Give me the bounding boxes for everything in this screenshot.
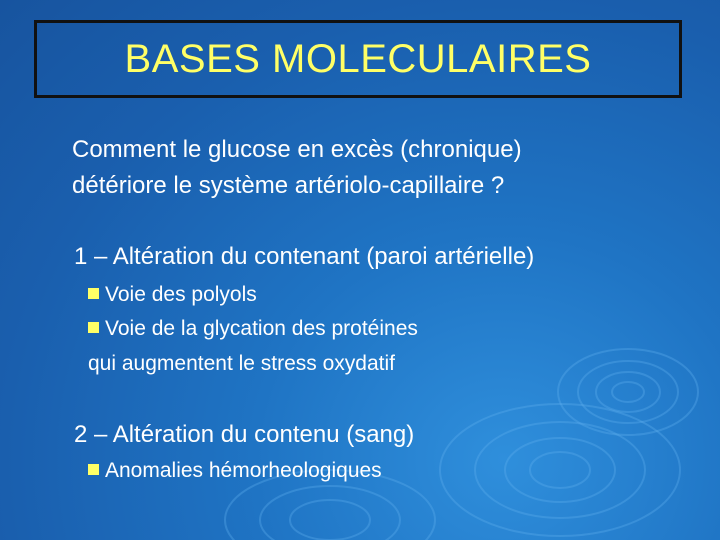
slide-title: BASES MOLECULAIRES [124, 36, 592, 81]
bullet-text: Voie de la glycation des protéines [105, 317, 418, 340]
bullet-continuation: qui augmentent le stress oxydatif [88, 352, 396, 375]
title-box [34, 20, 682, 98]
section-2-heading: 2 – Altération du contenu (sang) [74, 421, 415, 448]
question-line-2: détériore le système artériolo-capillaire ? [72, 172, 505, 199]
question-block [72, 132, 522, 204]
bullet-item [88, 283, 257, 307]
bullet-text: Voie des polyols [105, 283, 257, 306]
section-1-heading: 1 – Altération du contenant (paroi artérielle) [74, 243, 535, 270]
bullet-marker-icon [88, 288, 99, 299]
bullet-marker-icon [88, 322, 99, 333]
bullet-item [88, 459, 382, 483]
bullet-text: Anomalies hémorheologiques [105, 459, 382, 482]
bullet-item [88, 317, 418, 341]
question-line-1: Comment le glucose en excès (chronique) [72, 136, 522, 163]
bullet-marker-icon [88, 464, 99, 475]
